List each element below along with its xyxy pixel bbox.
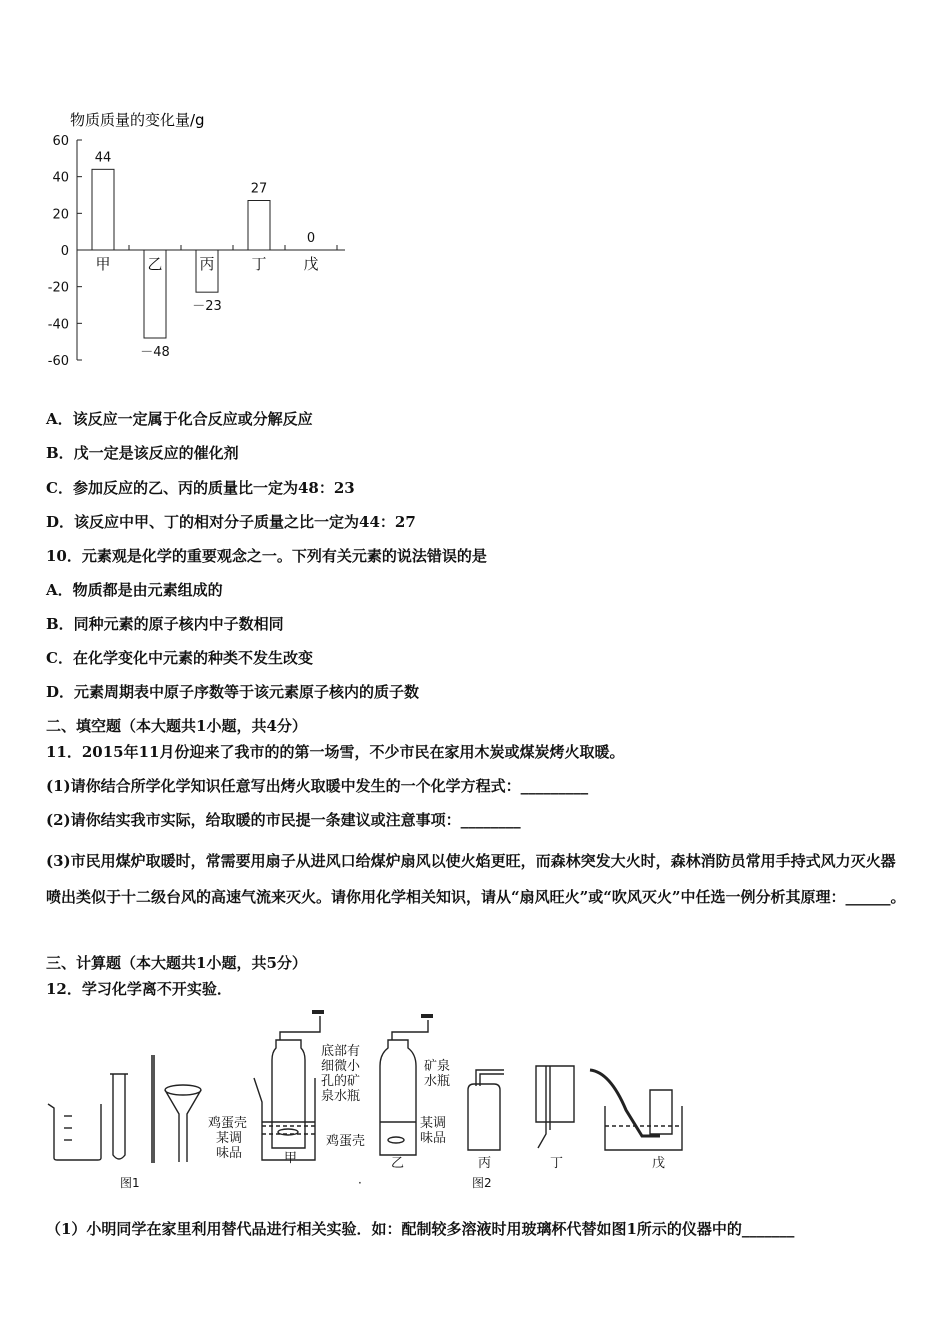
q10-option-a: A．物质都是由元素组成的 (46, 581, 223, 599)
mass-change-bar-chart (40, 108, 360, 378)
apparatus-wu (590, 1070, 682, 1150)
y-tick-label: -40 (47, 317, 69, 333)
eggshell-label-jia: 鸡蛋壳 (208, 1116, 248, 1131)
section-3-heading: 三、计算题（本大题共1小题，共5分） (46, 954, 307, 972)
beaker-icon (48, 1104, 101, 1160)
bottle-note-jia-1: 底部有 (321, 1044, 361, 1059)
label-ding: 丁 (550, 1156, 564, 1171)
apparatus-jia (254, 1010, 324, 1160)
y-tick-label: 20 (52, 207, 69, 223)
q11-part-3: (3)市民用煤炉取暖时，常需要用扇子从进风口给煤炉扇风以使火焰更旺，而森林突发大火时，森林消防员常用手持式风力灭火器喷出类似于十二级台风的高速气流来灭火。请你用化学相关知识，请从“扇风旺火”或“吹风灭火”中任选一例分析其原理：______。 (46, 852, 906, 906)
category-label: 戊 (303, 255, 319, 273)
fig2-caption: 图2 (472, 1176, 492, 1190)
q10-option-b: B．同种元素的原子核内中子数相同 (46, 615, 284, 633)
seasoning-label-jia-1: 某调 (216, 1131, 243, 1146)
q12-part-1: （1）小明同学在家里利用替代品进行相关实验．如：配制较多溶液时用玻璃杯代替如图1所示的仪器中的_______ (46, 1220, 795, 1238)
category-label: 丙 (199, 255, 215, 273)
y-tick-label: 60 (52, 134, 69, 149)
bottle-note-yi-1: 矿泉 (424, 1059, 451, 1074)
label-yi: 乙 (391, 1156, 405, 1171)
funnel-icon (165, 1085, 201, 1162)
value-label: 27 (250, 181, 268, 197)
category-label: 甲 (95, 255, 111, 273)
fig1-caption: 图1 (120, 1176, 140, 1190)
category-label: 丁 (251, 255, 267, 273)
apparatus-ding (536, 1066, 574, 1148)
q9-option-c: C．参加反应的乙、丙的质量比一定为48：23 (46, 479, 355, 497)
y-tick-label: 0 (60, 244, 69, 259)
chart-y-axis-label: 物质质量的变化量/g (70, 111, 205, 129)
apparatus-bing (468, 1070, 504, 1150)
q11-part-2: (2)请你结实我市实际，给取暖的市民提一条建议或注意事项：________ (46, 811, 521, 829)
bottle-note-jia-3: 孔的矿 (321, 1074, 361, 1089)
y-tick-label: -60 (47, 354, 69, 369)
value-label: －23 (192, 299, 222, 315)
seasoning-label-yi-2: 味品 (420, 1131, 447, 1146)
label-wu: 戊 (652, 1156, 666, 1171)
bottle-note-jia-2: 细微小 (321, 1059, 361, 1074)
q11-stem: 11．2015年11月份迎来了我市的的第一场雪，不少市民在家用木炭或煤炭烤火取暖。 (46, 743, 625, 761)
y-tick-label: -20 (47, 280, 69, 296)
q10-option-d: D．元素周期表中原子序数等于该元素原子核内的质子数 (46, 683, 420, 701)
value-label: 0 (306, 231, 316, 246)
q9-option-a: A．该反应一定属于化合反应或分解反应 (46, 410, 313, 428)
q11-part-1: (1)请你结合所学化学知识任意写出烤火取暖中发生的一个化学方程式：_________ (46, 777, 589, 795)
lab-apparatus-figure (40, 1010, 740, 1200)
q10-option-c: C．在化学变化中元素的种类不发生改变 (46, 649, 313, 667)
category-label: 乙 (147, 255, 163, 273)
glass-rod-icon (151, 1055, 155, 1163)
label-jia: 甲 (284, 1151, 298, 1166)
bottle-note-jia-4: 泉水瓶 (321, 1089, 361, 1104)
q12-stem: 12．学习化学离不开实验． (46, 980, 232, 998)
q9-option-b: B．戊一定是该反应的催化剂 (46, 444, 239, 462)
q10-stem: 10．元素观是化学的重要观念之一。下列有关元素的说法错误的是 (46, 547, 487, 565)
value-label: 44 (94, 150, 112, 166)
seasoning-label-jia-2: 味品 (216, 1146, 243, 1161)
y-tick-label: 40 (52, 170, 69, 186)
bar-0 (92, 169, 114, 250)
section-2-heading: 二、填空题（本大题共1小题，共4分） (46, 717, 307, 735)
test-tube-icon (110, 1074, 128, 1159)
q9-option-d: D．该反应中甲、丁的相对分子质量之比一定为44：27 (46, 513, 416, 531)
seasoning-label-yi-1: 某调 (420, 1116, 447, 1131)
eggshell-label-yi: 鸡蛋壳 (326, 1134, 366, 1149)
value-label: －48 (140, 345, 170, 360)
bottle-note-yi-2: 水瓶 (424, 1074, 451, 1089)
bar-3 (248, 201, 270, 251)
label-bing: 丙 (478, 1156, 492, 1171)
figure-dot: · (358, 1176, 362, 1190)
